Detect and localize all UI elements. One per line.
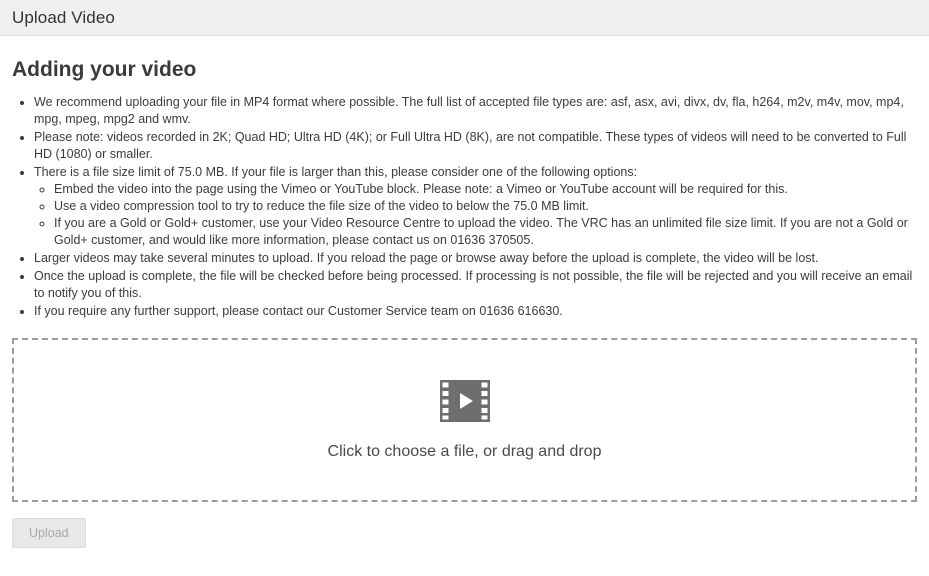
guidance-list [12,94,917,320]
footer-actions [0,502,929,548]
video-film-play-icon [440,380,490,427]
list-item [34,129,917,163]
file-dropzone[interactable] [12,338,917,502]
upload-button[interactable]: Upload [12,518,86,548]
list-item-text: Please note: videos recorded in 2K; Quad HD; Ultra HD (4K); or Full Ultra HD (8K), are not compatible. These types of videos will need to be converted to Full HD (1080) or smaller. [34,130,907,161]
list-item [34,250,917,267]
list-item [34,268,917,302]
list-item-text: Larger videos may take several minutes to upload. If you reload the page or browse away before the upload is complete, the video will be lost. [34,251,819,265]
section-heading: Adding your video [12,58,197,81]
dropzone-label: Click to choose a file, or drag and drop [327,442,602,460]
page-title: Upload Video [12,7,115,27]
list-item-text: There is a file size limit of 75.0 MB. If your file is larger than this, please consider one of the following options: [34,165,638,179]
window-titlebar [0,0,929,36]
main-content [0,58,929,502]
list-item [54,215,917,249]
list-item [34,94,917,128]
list-item-text: Use a video compression tool to try to reduce the file size of the video to below the 75.0 MB limit. [54,199,589,213]
list-item-text: Embed the video into the page using the Vimeo or YouTube block. Please note: a Vimeo or YouTube account will be required for this. [54,182,788,196]
list-item-text: If you are a Gold or Gold+ customer, use your Video Resource Centre to upload the video. The VRC has an unlimited file size limit. If you are not a Gold or Gold+ customer, and would like more information, please contact us on 01636 370505. [54,216,908,247]
list-item [34,303,917,320]
guidance-sublist [34,181,917,249]
list-item [54,198,917,215]
list-item-text: Once the upload is complete, the file will be checked before being processed. If processing is not possible, the file will be rejected and you will receive an email to notify you of this. [34,269,913,300]
list-item [54,181,917,198]
list-item [34,164,917,249]
list-item-text: If you require any further support, please contact our Customer Service team on 01636 616630. [34,304,563,318]
list-item-text: We recommend uploading your file in MP4 format where possible. The full list of accepted file types are: asf, asx, avi, divx, dv, fla, h264, m2v, m4v, mov, mp4, mpg, mpeg, mpg2 and wmv. [34,95,904,126]
